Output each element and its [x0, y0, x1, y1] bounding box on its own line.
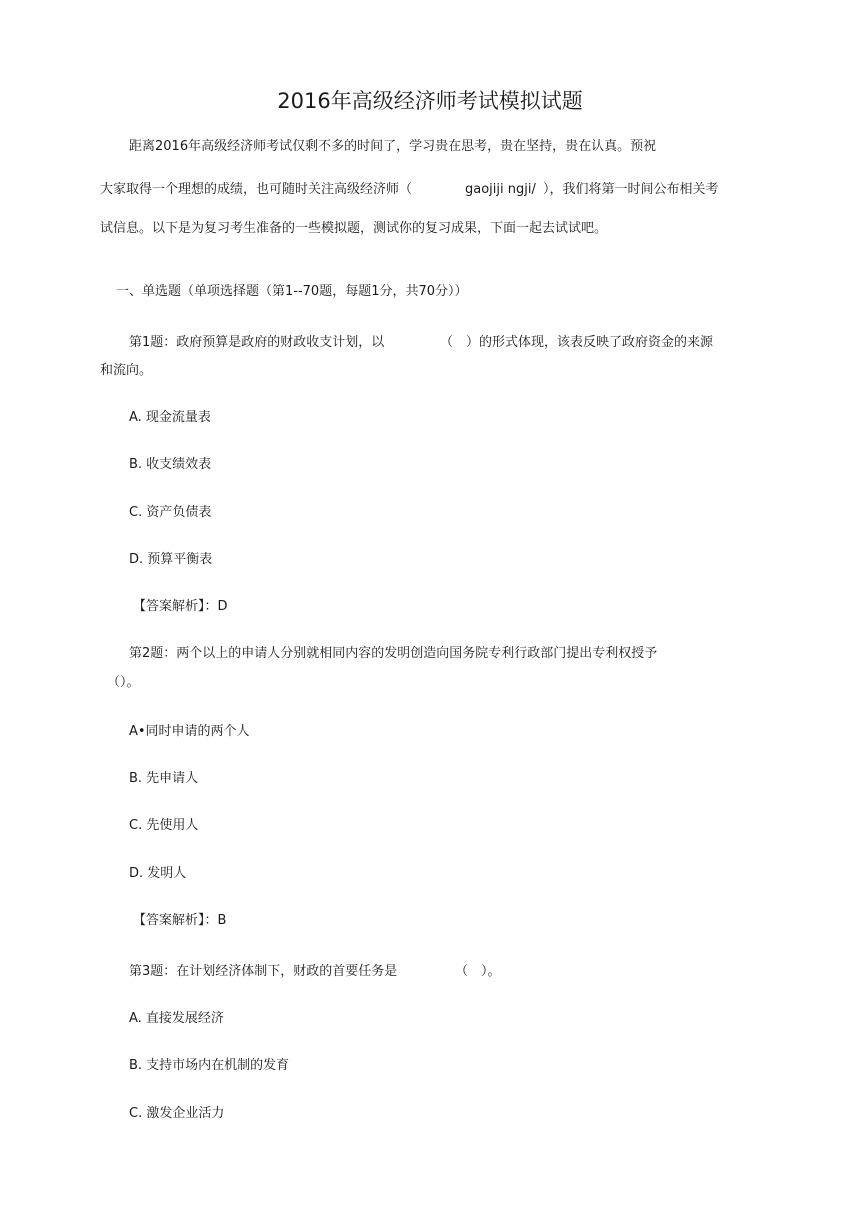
question-3-option-a: A. 直接发展经济 — [129, 1011, 224, 1026]
question-1-answer: 【答案解析】：D — [133, 599, 228, 614]
question-1-option-b: B. 收支绩效表 — [129, 457, 212, 472]
intro-line-2a: 大家取得一个理想的成绩，也可随时关注高级经济师（ — [100, 182, 413, 197]
question-2-option-d: D. 发明人 — [129, 866, 187, 881]
question-2-option-b: B. 先申请人 — [129, 771, 199, 786]
document-title: 2016年高级经济师考试模拟试题 — [277, 89, 583, 113]
question-3-option-b: B. 支持市场内在机制的发育 — [129, 1058, 290, 1073]
intro-line-1: 距离2016年高级经济师考试仅剩不多的时间了，学习贵在思考，贵在坚持，贵在认真。预祝 — [129, 139, 657, 154]
question-1-option-a: A. 现金流量表 — [129, 410, 211, 425]
intro-line-2c: ），我们将第一时间公布相关考 — [543, 182, 719, 197]
question-2-answer: 【答案解析】：B — [133, 913, 227, 928]
question-2-stem: 第2题：两个以上的申请人分别就相同内容的发明创造向国务院专利行政部门提出专利权授予 — [129, 646, 658, 661]
question-2-option-a: A•同时申请的两个人 — [129, 724, 250, 739]
question-2-stem-cont: （）。 — [107, 675, 140, 690]
question-1-option-c: C. 资产负债表 — [129, 505, 212, 520]
question-3-stem: 第3题：在计划经济体制下，财政的首要任务是 — [129, 964, 398, 979]
section-heading: 一、单选题（单项选择题（第1--70题，每题1分，共70分）） — [116, 284, 468, 299]
intro-line-3: 试信息。以下是为复习考生准备的一些模拟题，测试你的复习成果，下面一起去试试吧。 — [100, 221, 608, 236]
question-1-stem: 第1题：政府预算是政府的财政收支计划，以 — [129, 335, 385, 350]
question-1-option-d: D. 预算平衡表 — [129, 552, 213, 567]
question-1-stem-cont: 和流向。 — [100, 363, 153, 378]
intro-line-2b: gaojiji ngji/ — [465, 182, 536, 197]
question-3-option-c: C. 激发企业活力 — [129, 1106, 225, 1121]
question-2-option-c: C. 先使用人 — [129, 818, 199, 833]
question-3-stem-tail: （ ）。 — [455, 964, 501, 979]
question-1-stem-tail: （ ）的形式体现，该表反映了政府资金的来源 — [440, 335, 714, 350]
